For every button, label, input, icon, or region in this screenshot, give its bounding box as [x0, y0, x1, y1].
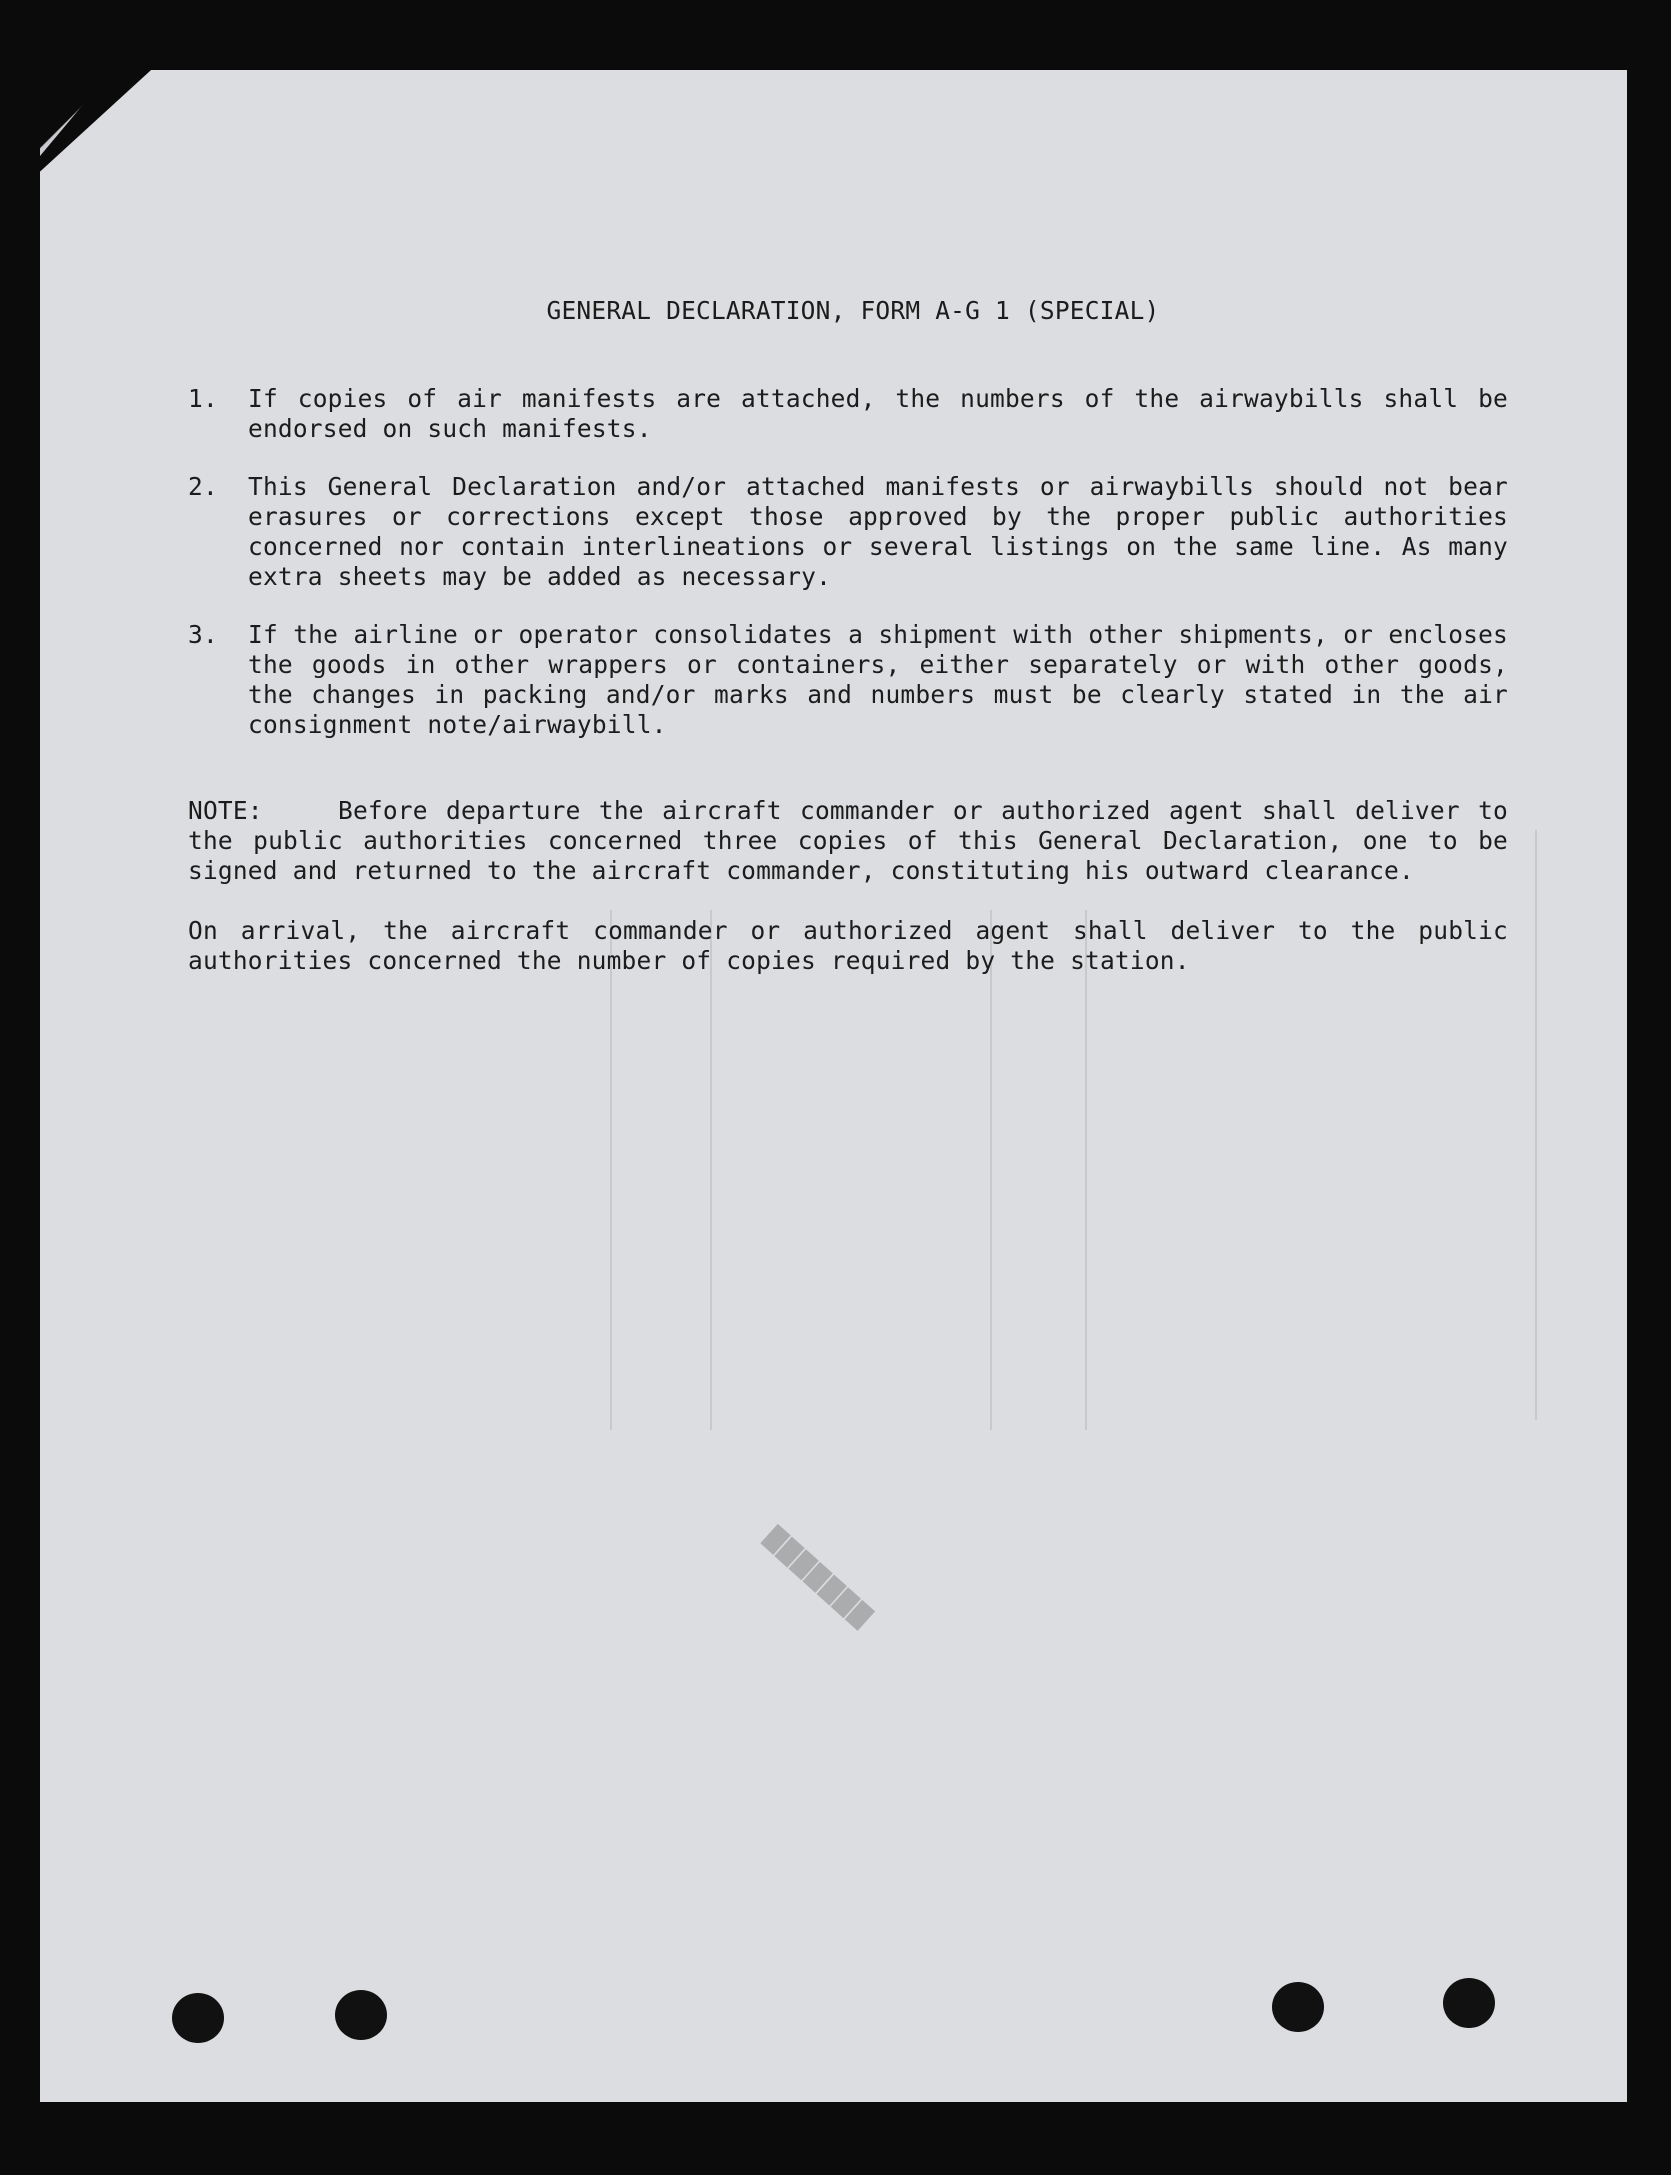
- faint-stamp-mark: ███████: [758, 1523, 874, 1632]
- punch-hole: [1443, 1978, 1495, 2028]
- item-text: If the airline or operator consolidates a shipment with other shipments, or encloses the goods in other wrappers or containers, either separately or with other goods, the changes in packing and/or marks and numbers must be clearly stated in the air consignment note/airwaybill.: [248, 620, 1508, 739]
- bleed-through-line: [990, 910, 992, 1430]
- list-item: [188, 384, 1508, 444]
- item-number: 3.: [188, 620, 218, 649]
- bleed-through-line: [1535, 830, 1537, 1420]
- document-body: [188, 296, 1508, 976]
- punch-hole: [1272, 1982, 1324, 2032]
- note-paragraph: [188, 796, 1508, 886]
- note-text: Before departure the aircraft commander or authorized agent shall deliver to the public authorities concerned three copies of this General Declaration, one to be signed and returned to the aircraft commander, constituting his outward clearance.: [188, 796, 1508, 885]
- item-number: 1.: [188, 384, 218, 413]
- note-label: NOTE:: [188, 796, 263, 825]
- bleed-through-line: [610, 910, 612, 1430]
- punch-hole: [172, 1993, 224, 2043]
- item-text: If copies of air manifests are attached, the numbers of the airwaybills shall be endorsed on such manifests.: [248, 384, 1508, 443]
- bleed-through-line: [710, 910, 712, 1430]
- arrival-paragraph: On arrival, the aircraft commander or authorized agent shall deliver to the public authorities concerned the number of copies required by the station.: [188, 916, 1508, 975]
- item-number: 2.: [188, 472, 218, 501]
- page-title: GENERAL DECLARATION, FORM A-G 1 (SPECIAL): [546, 296, 1160, 325]
- item-text: This General Declaration and/or attached manifests or airwaybills should not bear erasures or corrections except those approved by the proper public authorities concerned nor contain interlineations or several listings on the same line. As many extra sheets may be added as necessary.: [248, 472, 1508, 591]
- punch-hole: [335, 1990, 387, 2040]
- list-item: [188, 472, 1508, 592]
- list-item: [188, 620, 1508, 740]
- bleed-through-line: [1085, 910, 1087, 1430]
